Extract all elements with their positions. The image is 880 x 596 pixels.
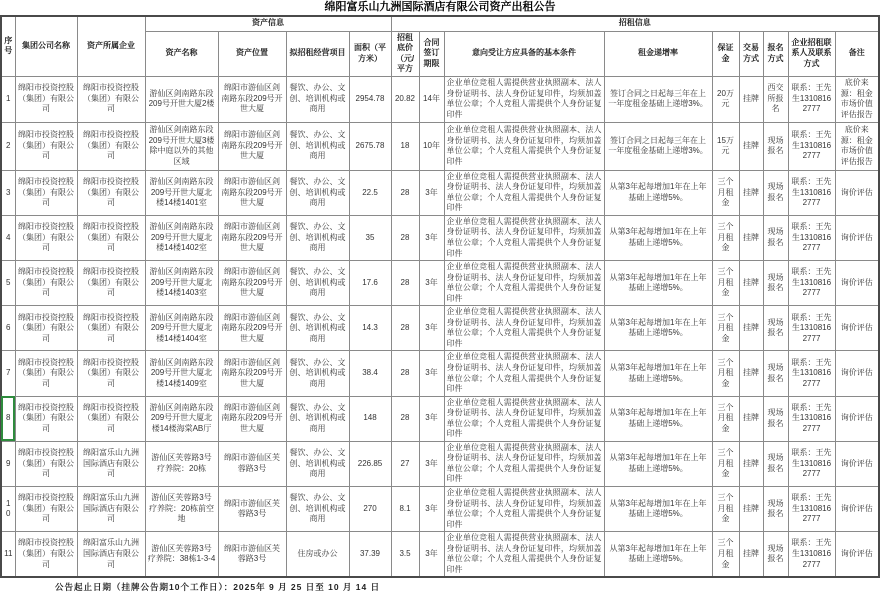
table-cell[interactable]: 28 (391, 215, 419, 260)
table-cell[interactable]: 企业单位竞租人需提供营业执照副本、法人身份证明书、法人身份证复印件，均须加盖单位公章；个人竞租人需提供个人身份证复印件 (444, 170, 604, 215)
table-cell[interactable]: 绵阳市投资控股（集团）有限公司 (77, 122, 145, 170)
table-cell[interactable]: 联系：王先生13108162777 (788, 532, 835, 578)
table-cell[interactable]: 游仙区剑南路东段209号开世大厦北楼14楼1401室 (145, 170, 218, 215)
table-cell[interactable]: 22.5 (349, 170, 391, 215)
table-cell[interactable]: 从第3年起每增加1年在上年基础上递增5%。 (604, 396, 712, 441)
table-cell[interactable]: 35 (349, 215, 391, 260)
group-header-row (1, 16, 879, 31)
table-cell[interactable]: 游仙区剑南路东段209号开世大厦3楼除中庭以外的其他区域 (145, 122, 218, 170)
column-header[interactable]: 备注 (835, 31, 879, 76)
table-cell[interactable]: 三个月租金 (712, 215, 739, 260)
table-cell[interactable]: 28 (391, 306, 419, 351)
table-body (1, 76, 879, 577)
table-cell[interactable]: 挂牌 (739, 306, 763, 351)
table-cell[interactable]: 绵阳市投资控股（集团）有限公司 (15, 215, 77, 260)
table-cell[interactable]: 3年 (419, 261, 444, 306)
table-cell[interactable]: 绵阳富乐山九洲国际酒店有限公司 (77, 532, 145, 578)
row-number-cell[interactable]: 4 (1, 215, 15, 260)
table-cell[interactable]: 现场报名 (763, 306, 788, 351)
table-cell[interactable]: 企业单位竞租人需提供营业执照副本、法人身份证明书、法人身份证复印件，均须加盖单位公章；个人竞租人需提供个人身份证复印件 (444, 532, 604, 578)
table-cell[interactable]: 绵阳市投资控股（集团）有限公司 (15, 170, 77, 215)
table-cell[interactable]: 餐饮、办公、文创、培训机构或商用 (286, 76, 349, 122)
table-cell[interactable]: 2954.78 (349, 76, 391, 122)
table-cell[interactable]: 20万元 (712, 76, 739, 122)
table-cell[interactable]: 签订合同之日起每三年在上一年度租金基础上递增3%。 (604, 76, 712, 122)
table-cell[interactable]: 8.1 (391, 487, 419, 532)
table-row (1, 532, 879, 578)
table-cell[interactable]: 挂牌 (739, 122, 763, 170)
table-cell[interactable]: 绵阳市投资控股（集团）有限公司 (77, 170, 145, 215)
table-row (1, 215, 879, 260)
table-cell[interactable]: 绵阳市游仙区剑南路东段209号开世大厦 (218, 215, 286, 260)
table-cell[interactable]: 联系：王先生13108162777 (788, 76, 835, 122)
table-cell[interactable]: 14年 (419, 76, 444, 122)
table-cell[interactable]: 20.82 (391, 76, 419, 122)
row-number-cell[interactable]: 5 (1, 261, 15, 306)
column-header[interactable]: 合同签订期限 (419, 31, 444, 76)
table-cell[interactable]: 226.85 (349, 441, 391, 486)
table-cell[interactable]: 从第3年起每增加1年在上年基础上递增5%。 (604, 215, 712, 260)
table-cell[interactable]: 询价评估 (835, 306, 879, 351)
table-cell[interactable]: 从第3年起每增加1年在上年基础上递增5%。 (604, 261, 712, 306)
table-cell[interactable]: 绵阳市游仙区剑南路东段209号开世大厦 (218, 396, 286, 441)
page-title: 绵阳富乐山九洲国际酒店有限公司资产出租公告 (324, 1, 556, 13)
asset-rental-table (0, 15, 880, 578)
table-cell[interactable]: 企业单位竞租人需提供营业执照副本、法人身份证明书、法人身份证复印件，均须加盖单位公章；个人竞租人需提供个人身份证复印件 (444, 261, 604, 306)
table-cell[interactable]: 企业单位竞租人需提供营业执照副本、法人身份证明书、法人身份证复印件，均须加盖单位公章；个人竞租人需提供个人身份证复印件 (444, 76, 604, 122)
table-cell[interactable]: 从第3年起每增加1年在上年基础上递增5%。 (604, 487, 712, 532)
table-cell[interactable]: 游仙区剑南路东段209号开世大厦北楼14楼海棠AB厅 (145, 396, 218, 441)
table-row (1, 487, 879, 532)
table-cell[interactable]: 绵阳市投资控股（集团）有限公司 (15, 76, 77, 122)
table-row (1, 306, 879, 351)
table-cell[interactable]: 挂牌 (739, 76, 763, 122)
row-number-cell[interactable]: 1 (1, 76, 15, 122)
table-cell[interactable]: 绵阳市投资控股（集团）有限公司 (77, 351, 145, 396)
table-cell[interactable]: 绵阳市游仙区剑南路东段209号开世大厦 (218, 306, 286, 351)
table-cell[interactable]: 148 (349, 396, 391, 441)
column-header[interactable]: 企业招租联系人及联系方式 (788, 31, 835, 76)
table-cell[interactable]: 18 (391, 122, 419, 170)
table-cell[interactable]: 现场报名 (763, 487, 788, 532)
table-cell[interactable]: 联系：王先生13108162777 (788, 261, 835, 306)
table-cell[interactable]: 绵阳市投资控股（集团）有限公司 (77, 261, 145, 306)
table-cell[interactable]: 西交所报名 (763, 76, 788, 122)
table-cell[interactable]: 挂牌 (739, 351, 763, 396)
table-cell[interactable]: 现场报名 (763, 122, 788, 170)
table-cell[interactable]: 企业单位竞租人需提供营业执照副本、法人身份证明书、法人身份证复印件，均须加盖单位公章；个人竞租人需提供个人身份证复印件 (444, 351, 604, 396)
table-cell[interactable]: 挂牌 (739, 441, 763, 486)
table-cell[interactable]: 3年 (419, 487, 444, 532)
table-cell[interactable]: 餐饮、办公、文创、培训机构或商用 (286, 396, 349, 441)
table-row (1, 261, 879, 306)
row-number-cell[interactable]: 11 (1, 532, 15, 578)
table-cell[interactable]: 底价来源：租金市场价值评估报告 (835, 76, 879, 122)
table-cell[interactable]: 联系：王先生13108162777 (788, 396, 835, 441)
table-cell[interactable]: 绵阳市投资控股（集团）有限公司 (15, 306, 77, 351)
column-group-header[interactable]: 集团公司名称 (15, 16, 77, 76)
table-cell[interactable]: 绵阳市投资控股（集团）有限公司 (77, 306, 145, 351)
table-row (1, 396, 879, 441)
table-cell[interactable]: 挂牌 (739, 396, 763, 441)
table-cell[interactable]: 挂牌 (739, 261, 763, 306)
table-cell[interactable]: 绵阳市投资控股（集团）有限公司 (77, 76, 145, 122)
table-cell[interactable]: 住房或办公 (286, 532, 349, 578)
table-cell[interactable]: 绵阳富乐山九洲国际酒店有限公司 (77, 441, 145, 486)
table-cell[interactable]: 餐饮、办公、文创、培训机构或商用 (286, 487, 349, 532)
column-header[interactable]: 意向受让方应具备的基本条件 (444, 31, 604, 76)
table-cell[interactable]: 现场报名 (763, 215, 788, 260)
table-cell[interactable]: 绵阳市投资控股（集团）有限公司 (15, 487, 77, 532)
table-cell[interactable]: 28 (391, 261, 419, 306)
table-cell[interactable]: 10年 (419, 122, 444, 170)
table-cell[interactable]: 绵阳市投资控股（集团）有限公司 (15, 441, 77, 486)
table-cell[interactable]: 28 (391, 396, 419, 441)
table-row (1, 351, 879, 396)
table-cell[interactable]: 挂牌 (739, 487, 763, 532)
table-cell[interactable]: 270 (349, 487, 391, 532)
table-cell[interactable]: 15万元 (712, 122, 739, 170)
table-cell[interactable]: 绵阳市投资控股（集团）有限公司 (77, 396, 145, 441)
table-cell[interactable]: 绵阳市投资控股（集团）有限公司 (15, 122, 77, 170)
table-cell[interactable]: 现场报名 (763, 396, 788, 441)
table-cell[interactable]: 询价评估 (835, 351, 879, 396)
table-cell[interactable]: 三个月租金 (712, 532, 739, 578)
table-row (1, 441, 879, 486)
table-cell[interactable]: 14.3 (349, 306, 391, 351)
table-cell[interactable]: 3年 (419, 170, 444, 215)
table-cell[interactable]: 联系：王先生13108162777 (788, 215, 835, 260)
table-cell[interactable]: 企业单位竞租人需提供营业执照副本、法人身份证明书、法人身份证复印件，均须加盖单位公章；个人竞租人需提供个人身份证复印件 (444, 441, 604, 486)
column-header[interactable]: 租金递增率 (604, 31, 712, 76)
table-cell[interactable]: 挂牌 (739, 170, 763, 215)
table-cell[interactable]: 三个月租金 (712, 170, 739, 215)
column-group-header[interactable]: 资产所属企业 (77, 16, 145, 76)
table-cell[interactable]: 游仙区芙蓉路3号疗养院：20栋前空地 (145, 487, 218, 532)
table-cell[interactable]: 联系：王先生13108162777 (788, 170, 835, 215)
table-cell[interactable]: 绵阳市游仙区剑南路东段209号开世大厦 (218, 76, 286, 122)
table-cell[interactable]: 餐饮、办公、文创、培训机构或商用 (286, 215, 349, 260)
table-cell[interactable]: 游仙区剑南路东段209号开世大厦北楼14楼1409室 (145, 351, 218, 396)
table-cell[interactable]: 企业单位竞租人需提供营业执照副本、法人身份证明书、法人身份证复印件，均须加盖单位公章；个人竞租人需提供个人身份证复印件 (444, 306, 604, 351)
table-cell[interactable]: 38.4 (349, 351, 391, 396)
table-cell[interactable]: 绵阳市投资控股（集团）有限公司 (15, 532, 77, 578)
table-cell[interactable]: 游仙区剑南路东段209号开世大厦北楼14楼1402室 (145, 215, 218, 260)
table-cell[interactable]: 现场报名 (763, 532, 788, 578)
table-cell[interactable]: 三个月租金 (712, 351, 739, 396)
column-group-header[interactable]: 序号 (1, 16, 15, 76)
table-cell[interactable]: 询价评估 (835, 215, 879, 260)
table-cell[interactable]: 绵阳市投资控股（集团）有限公司 (15, 351, 77, 396)
table-cell[interactable]: 餐饮、办公、文创、培训机构或商用 (286, 351, 349, 396)
table-cell[interactable]: 挂牌 (739, 215, 763, 260)
table-cell[interactable]: 现场报名 (763, 351, 788, 396)
column-header[interactable]: 报名方式 (763, 31, 788, 76)
table-cell[interactable]: 3年 (419, 351, 444, 396)
column-header[interactable]: 资产位置 (218, 31, 286, 76)
table-cell[interactable]: 企业单位竞租人需提供营业执照副本、法人身份证明书、法人身份证复印件，均须加盖单位公章；个人竞租人需提供个人身份证复印件 (444, 396, 604, 441)
row-number-cell[interactable]: 8 (1, 396, 15, 441)
table-cell[interactable]: 企业单位竞租人需提供营业执照副本、法人身份证明书、法人身份证复印件，均须加盖单位公章；个人竞租人需提供个人身份证复印件 (444, 122, 604, 170)
table-cell[interactable]: 28 (391, 170, 419, 215)
table-cell[interactable]: 绵阳富乐山九洲国际酒店有限公司 (77, 487, 145, 532)
table-cell[interactable]: 餐饮、办公、文创、培训机构或商用 (286, 170, 349, 215)
table-cell[interactable]: 询价评估 (835, 170, 879, 215)
table-cell[interactable]: 3年 (419, 532, 444, 578)
table-cell[interactable]: 3年 (419, 396, 444, 441)
table-cell[interactable]: 从第3年起每增加1年在上年基础上递增5%。 (604, 170, 712, 215)
table-cell[interactable]: 餐饮、办公、文创、培训机构或商用 (286, 122, 349, 170)
table-cell[interactable]: 企业单位竞租人需提供营业执照副本、法人身份证明书、法人身份证复印件，均须加盖单位公章；个人竞租人需提供个人身份证复印件 (444, 487, 604, 532)
table-cell[interactable]: 联系：王先生13108162777 (788, 487, 835, 532)
table-cell[interactable]: 三个月租金 (712, 306, 739, 351)
table-cell[interactable]: 挂牌 (739, 532, 763, 578)
column-header[interactable]: 拟招租经营项目 (286, 31, 349, 76)
table-cell[interactable]: 三个月租金 (712, 396, 739, 441)
table-row (1, 76, 879, 122)
table-cell[interactable]: 绵阳市游仙区剑南路东段209号开世大厦 (218, 261, 286, 306)
table-cell[interactable]: 游仙区剑南路东段209号开世大厦北楼14楼1403室 (145, 261, 218, 306)
table-cell[interactable]: 询价评估 (835, 532, 879, 578)
table-cell[interactable]: 餐饮、办公、文创、培训机构或商用 (286, 261, 349, 306)
table-cell[interactable]: 绵阳市投资控股（集团）有限公司 (15, 396, 77, 441)
table-cell[interactable]: 从第3年起每增加1年在上年基础上递增5%。 (604, 351, 712, 396)
table-cell[interactable]: 餐饮、办公、文创、培训机构或商用 (286, 441, 349, 486)
table-cell[interactable]: 游仙区剑南路东段209号开世大厦北楼14楼1404室 (145, 306, 218, 351)
table-cell[interactable]: 27 (391, 441, 419, 486)
column-header[interactable]: 招租底价（元/平方 (391, 31, 419, 76)
table-cell[interactable]: 联系：王先生13108162777 (788, 351, 835, 396)
table-cell[interactable]: 现场报名 (763, 170, 788, 215)
table-cell[interactable]: 3年 (419, 306, 444, 351)
table-cell[interactable]: 绵阳市游仙区芙蓉路3号 (218, 532, 286, 578)
row-number-cell[interactable]: 2 (1, 122, 15, 170)
announcement-period: 公告起止日期（挂牌公告期10个工作日）：2025年 9 月 25 日至 10 月 14 日 (55, 582, 381, 593)
row-number-cell[interactable]: 10 (1, 487, 15, 532)
table-cell[interactable]: 企业单位竞租人需提供营业执照副本、法人身份证明书、法人身份证复印件，均须加盖单位公章；个人竞租人需提供个人身份证复印件 (444, 215, 604, 260)
table-cell[interactable]: 3年 (419, 441, 444, 486)
table-cell[interactable]: 3.5 (391, 532, 419, 578)
table-cell[interactable]: 询价评估 (835, 487, 879, 532)
table-cell[interactable]: 询价评估 (835, 261, 879, 306)
table-cell[interactable]: 三个月租金 (712, 261, 739, 306)
table-cell[interactable]: 联系：王先生13108162777 (788, 306, 835, 351)
table-cell[interactable]: 游仙区芙蓉路3号疗养院：20栋 (145, 441, 218, 486)
column-header[interactable]: 面积（平方米） (349, 31, 391, 76)
table-cell[interactable]: 绵阳市游仙区芙蓉路3号 (218, 487, 286, 532)
table-cell[interactable]: 询价评估 (835, 396, 879, 441)
row-number-cell[interactable]: 9 (1, 441, 15, 486)
column-group-header[interactable]: 招租信息 (391, 16, 879, 31)
column-header[interactable]: 交易方式 (739, 31, 763, 76)
table-cell[interactable]: 37.39 (349, 532, 391, 578)
table-cell[interactable]: 2675.78 (349, 122, 391, 170)
table-cell[interactable]: 联系：王先生13108162777 (788, 122, 835, 170)
row-number-cell[interactable]: 3 (1, 170, 15, 215)
table-cell[interactable]: 绵阳市游仙区剑南路东段209号开世大厦 (218, 351, 286, 396)
table-cell[interactable]: 询价评估 (835, 441, 879, 486)
table-cell[interactable]: 28 (391, 351, 419, 396)
table-cell[interactable]: 从第3年起每增加1年在上年基础上递增5%。 (604, 532, 712, 578)
column-header[interactable]: 资产名称 (145, 31, 218, 76)
table-cell[interactable]: 联系：王先生13108162777 (788, 441, 835, 486)
table-cell[interactable]: 现场报名 (763, 441, 788, 486)
table-cell[interactable]: 签订合同之日起每三年在上一年度租金基础上递增3%。 (604, 122, 712, 170)
table-cell[interactable]: 3年 (419, 215, 444, 260)
table-row (1, 170, 879, 215)
table-cell[interactable]: 餐饮、办公、文创、培训机构或商用 (286, 306, 349, 351)
row-number-cell[interactable]: 6 (1, 306, 15, 351)
table-cell[interactable]: 绵阳市投资控股（集团）有限公司 (15, 261, 77, 306)
table-row (1, 122, 879, 170)
table-cell[interactable]: 绵阳市投资控股（集团）有限公司 (77, 215, 145, 260)
table-cell[interactable]: 绵阳市游仙区芙蓉路3号 (218, 441, 286, 486)
table-cell[interactable]: 绵阳市游仙区剑南路东段209号开世大厦 (218, 170, 286, 215)
table-header (1, 16, 879, 76)
table-cell[interactable]: 游仙区芙蓉路3号疗养院：38栋1-3-4 (145, 532, 218, 578)
row-number-cell[interactable]: 7 (1, 351, 15, 396)
table-cell[interactable]: 从第3年起每增加1年在上年基础上递增5%。 (604, 441, 712, 486)
table-cell[interactable]: 游仙区剑南路东段209号开世大厦2楼 (145, 76, 218, 122)
table-cell[interactable]: 从第3年起每增加1年在上年基础上递增5%。 (604, 306, 712, 351)
table-cell[interactable]: 17.6 (349, 261, 391, 306)
table-cell[interactable]: 现场报名 (763, 261, 788, 306)
table-cell[interactable]: 三个月租金 (712, 487, 739, 532)
table-cell[interactable]: 三个月租金 (712, 441, 739, 486)
column-header[interactable]: 保证金 (712, 31, 739, 76)
table-cell[interactable]: 绵阳市游仙区剑南路东段209号开世大厦 (218, 122, 286, 170)
column-group-header[interactable]: 资产信息 (145, 16, 391, 31)
table-cell[interactable]: 底价来源：租金市场价值评估报告 (835, 122, 879, 170)
